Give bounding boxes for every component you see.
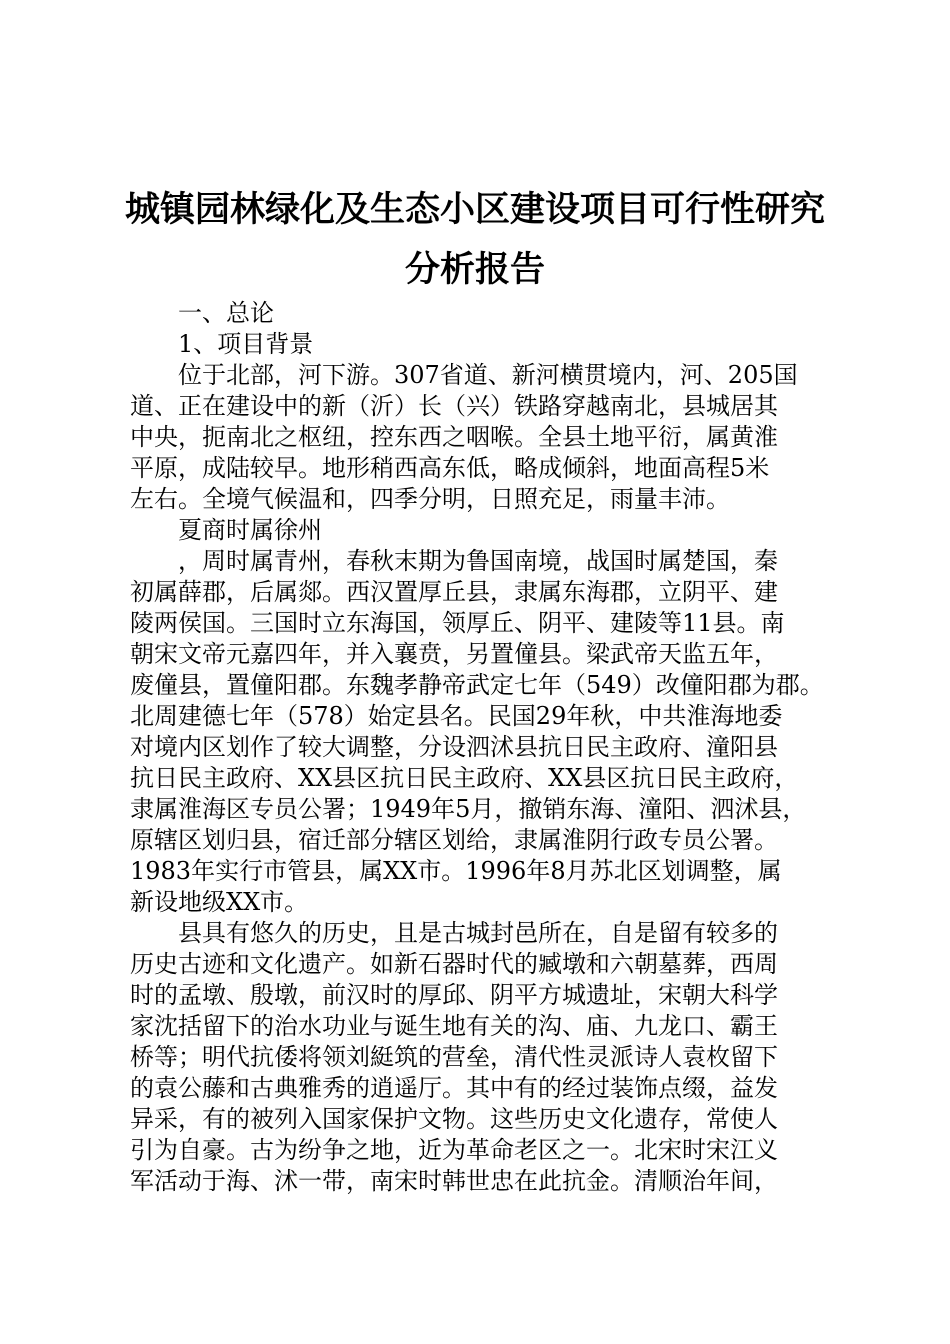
body-text-line: 引为自豪。古为纷争之地，近为革命老区之一。北宋时宋江义 (130, 1136, 778, 1164)
body-text-line: 朝宋文帝元嘉四年，并入襄贲，另置僮县。梁武帝天监五年， (130, 640, 778, 668)
body-text-line: 1983年实行市管县，属XX市。1996年8月苏北区划调整，属 (130, 857, 782, 885)
body-text-line: 家沈括留下的治水功业与诞生地有关的沟、庙、九龙口、霸王 (130, 1012, 778, 1040)
body-text-line: 北周建德七年（578）始定县名。民国29年秋，中共淮海地委 (130, 702, 783, 730)
body-text-line: 对境内区划作了较大调整，分设泗沭县抗日民主政府、潼阳县 (130, 733, 778, 761)
body-text-line: 中央，扼南北之枢纽，控东西之咽喉。全县土地平衍，属黄淮 (130, 423, 778, 451)
body-text-line: 的袁公藤和古典雅秀的逍遥厅。其中有的经过装饰点缀，益发 (130, 1074, 778, 1102)
body-text-line: 陵两侯国。三国时立东海国，领厚丘、阴平、建陵等11县。南 (130, 609, 785, 637)
body-text-line: 一、总论 (178, 299, 274, 327)
body-text-line: 抗日民主政府、XX县区抗日民主政府、XX县区抗日民主政府， (130, 764, 799, 792)
body-text-line: 夏商时属徐州 (178, 516, 322, 544)
body-text-line: 原辖区划归县，宿迁部分辖区划给，隶属淮阴行政专员公署。 (130, 826, 778, 854)
document-body (130, 298, 830, 1197)
body-text-line: 道、正在建设中的新（沂）长（兴）铁路穿越南北，县城居其 (130, 392, 778, 420)
body-text-line: 平原，成陆较早。地形稍西高东低，略成倾斜，地面高程5米 (130, 454, 770, 482)
body-text-line: 桥等；明代抗倭将领刘綎筑的营垒，清代性灵派诗人袁枚留下 (130, 1043, 778, 1071)
body-text-line: 隶属淮海区专员公署；1949年5月，撤销东海、潼阳、泗沭县， (130, 795, 807, 823)
body-text-line: 军活动于海、沭一带，南宋时韩世忠在此抗金。清顺治年间， (130, 1167, 778, 1195)
document-title-line-2: 分析报告 (404, 250, 545, 290)
body-text-line: 异采，有的被列入国家保护文物。这些历史文化遗存，常使人 (130, 1105, 778, 1133)
body-text-line: 1、项目背景 (178, 330, 314, 358)
body-text-line: 时的孟墩、殷墩，前汉时的厚邱、阴平方城遗址，宋朝大科学 (130, 981, 778, 1009)
body-text-line: 位于北部，河下游。307省道、新河横贯境内，河、205国 (178, 361, 798, 389)
body-text-line: 废僮县，置僮阳郡。东魏孝静帝武定七年（549）改僮阳郡为郡。 (130, 671, 824, 699)
body-text-line: ，周时属青州，春秋末期为鲁国南境，战国时属楚国，秦 (178, 547, 778, 575)
body-text-line: 初属薛郡，后属郯。西汉置厚丘县，隶属东海郡，立阴平、建 (130, 578, 778, 606)
body-text-line: 历史古迹和文化遗产。如新石器时代的臧墩和六朝墓葬，西周 (130, 950, 778, 978)
body-text-line: 左右。全境气候温和，四季分明，日照充足，雨量丰沛。 (130, 485, 730, 513)
document-title-line-1: 城镇园林绿化及生态小区建设项目可行性研究 (124, 190, 825, 230)
body-text-line: 县具有悠久的历史，且是古城封邑所在，自是留有较多的 (178, 919, 778, 947)
body-text-line: 新设地级XX市。 (130, 888, 309, 916)
